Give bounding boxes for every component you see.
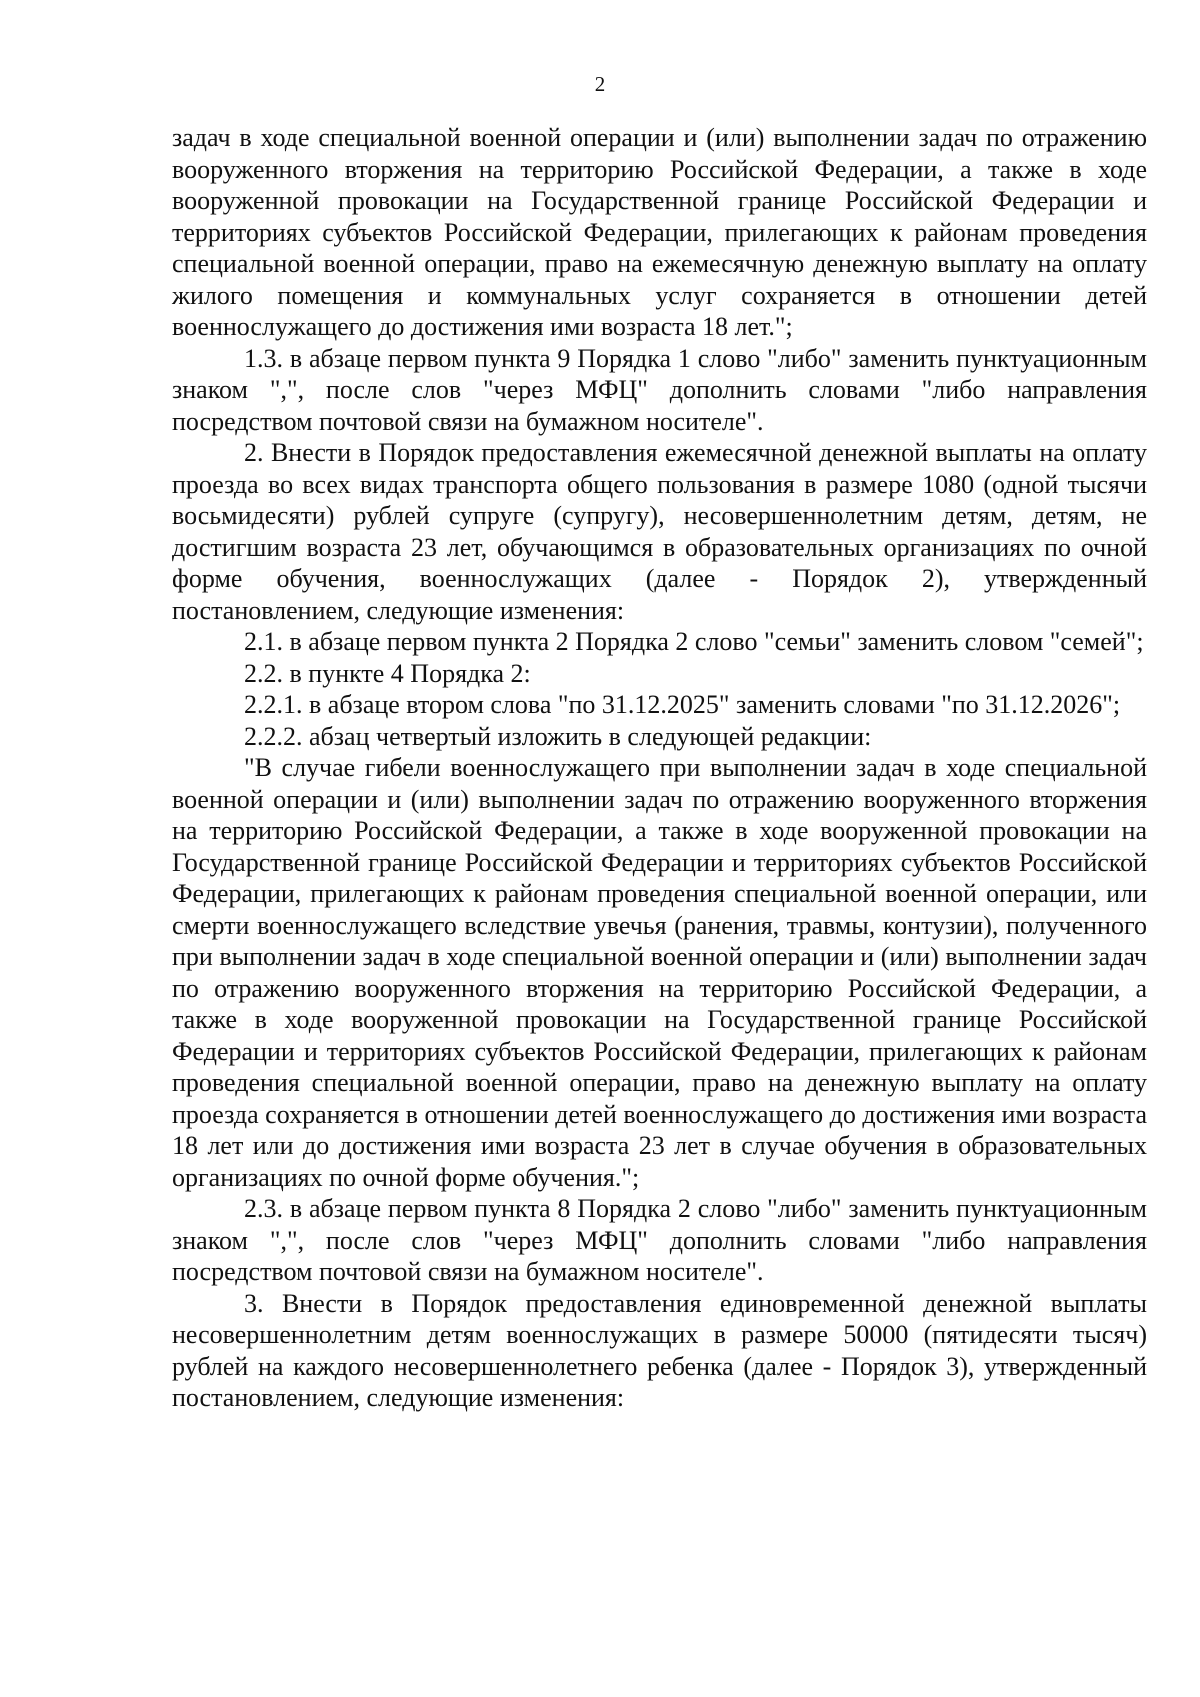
paragraph: задач в ходе специальной военной операции и (или) выполнении задач по отражению вооруженного вторжения на территорию Российской Федерации, а также в ходе вооруженной провокации на Государственной границе Российской Федерации и территориях субъектов Российской Федерации, прилегающих к районам проведения специальной военной операции, право на ежемесячную денежную выплату на оплату жилого помещения и коммунальных услуг сохраняется в отношении детей военнослужащего до достижения ими возраста 18 лет.";	[172, 123, 1147, 341]
paragraph: 3. Внести в Порядок предоставления единовременной денежной выплаты несовершеннолетним детям военнослужащих в размере 50000 (пятидесяти тысяч) рублей на каждого несовершеннолетнего ребенка (далее - Порядок 3), утвержденный постановлением, следующие изменения:	[172, 1288, 1147, 1412]
paragraph: 2.2. в пункте 4 Порядка 2:	[244, 658, 531, 688]
paragraph: 2.1. в абзаце первом пункта 2 Порядка 2 слово "семьи" заменить словом "семей";	[244, 627, 1144, 656]
paragraph: 2. Внести в Порядок предоставления ежемесячной денежной выплаты на оплату проезда во всех видах транспорта общего пользования в размере 1080 (одной тысячи восьмидесяти) рублей супруге (супругу), несовершеннолетним детям, детям, не достигшим возраста 23 лет, обучающимся в образовательных организациях по очной форме обучения, военнослужащих (далее - Порядок 2), утвержденный постановлением, следующие изменения:	[172, 438, 1147, 625]
paragraph: 2.2.1. в абзаце втором слова "по 31.12.2025" заменить словами "по 31.12.2026";	[244, 690, 1121, 719]
page-number: 2	[594, 72, 606, 96]
paragraph: "В случае гибели военнослужащего при выполнении задач в ходе специальной военной операции и (или) выполнении задач по отражению вооруженного вторжения на территорию Российской Федерации, а также в ходе вооруженной провокации на Государственной границе Российской Федерации и территориях субъектов Российской Федерации, прилегающих к районам проведения специальной военной операции, или смерти военнослужащего вследствие увечья (ранения, травмы, контузии), полученного при выполнении задач в ходе специальной военной операции и (или) выполнении задач по отражению вооруженного вторжения на территорию Российской Федерации, а также в ходе вооруженной провокации на Государственной границе Российской Федерации и территориях субъектов Российской Федерации, прилегающих к районам проведения специальной военной операции, право на денежную выплату на оплату проезда сохраняется в отношении детей военнослужащего до достижения ими возраста 18 лет или до достижения ими возраста 23 лет в случае обучения в образовательных организациях по очной форме обучения.";	[172, 753, 1147, 1192]
paragraph: 2.3. в абзаце первом пункта 8 Порядка 2 слово "либо" заменить пунктуационным знаком ",", после слов "через МФЦ" дополнить словами "либо направления посредством почтовой связи на бумажном носителе".	[172, 1194, 1147, 1286]
document-body	[172, 122, 1147, 1414]
paragraph: 2.2.2. абзац четвертый изложить в следующей редакции:	[244, 721, 872, 751]
paragraph: 1.3. в абзаце первом пункта 9 Порядка 1 слово "либо" заменить пунктуационным знаком ",", после слов "через МФЦ" дополнить словами "либо направления посредством почтовой связи на бумажном носителе".	[172, 343, 1147, 436]
